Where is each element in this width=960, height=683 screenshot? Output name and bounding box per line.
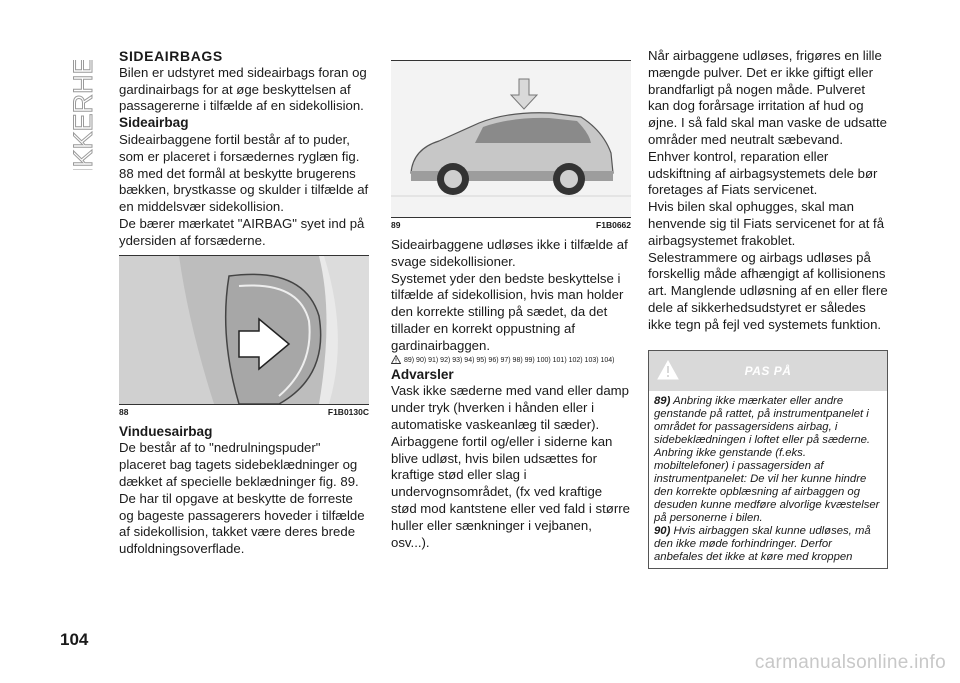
figure-88-code: F1B0130C — [327, 406, 369, 417]
warning-notice-box — [648, 350, 888, 569]
warning-triangle-icon — [391, 355, 401, 364]
note-89-text: Anbring ikke mærkater eller andre genstande på rattet, på instrumentpanelet i området for passagersidens airbag, i sidebeklædningen i loftet eller på sæderne. Anbring ikke genstande (f.eks. mobiltelefoner) i passagersiden af instrumentpanelet: De vil her kunne hindre den korrekte opblæsning af airbaggen og desuden kunne medføre alvorlige kvæstelser på personerne i bilen. — [654, 394, 880, 524]
warning-reference-list: 89) 90) 91) 92) 93) 94) 95) 96) 97) 98) 99) 100) 101) 102) 103) 104) — [404, 356, 615, 364]
note-90-text: Hvis airbaggen skal kunne udløses, må den ikke møde forhindringer. Derfor anbefales det ikke at køre med kroppen — [654, 524, 871, 563]
figure-88-seat-illustration — [119, 255, 369, 405]
column-2 — [391, 48, 631, 551]
column-1 — [119, 48, 369, 558]
warning-references — [391, 355, 631, 367]
figure-88-caption — [119, 407, 369, 418]
sideairbag-paragraph: Sideairbaggene fortil består af to puder, som er placeret i forsædernes ryglæn fig. 88 med det formål at beskytte brugerens bækken, brystkasse og skulder i tilfælde af en middelsvær sidekollision. — [119, 131, 369, 215]
col3-paragraph-3: Hvis bilen skal ophugges, skal man henvende sig til Fiats servicenet for at få airbagsystemet frakoblet. — [648, 199, 885, 248]
section-title-text: SIKKERHED — [68, 60, 99, 170]
subheading-advarsler: Advarsler — [391, 366, 454, 382]
note-89-number: 89) — [654, 394, 671, 407]
col3-paragraph-1: Når airbaggene udløses, frigøres en lille mængde pulver. Det er ikke giftigt eller brandfarligt på nogen måde. Pulveret kan dog forårsage irritation af hud og øjne. I så fald skal man vaske de udsatte områder med neutralt sæbevand. — [648, 48, 887, 147]
notice-title: PAS PÅ — [744, 363, 792, 378]
col2-paragraph-1: Sideairbaggene udløses ikke i tilfælde af svage sidekollisioner. — [391, 237, 628, 269]
subheading-sideairbag: Sideairbag — [119, 115, 189, 131]
col3-paragraph-2: Enhver kontrol, reparation eller udskiftning af airbagsystemets dele bør foretages af Fiats servicenet. — [648, 148, 878, 198]
note-90-number: 90) — [654, 524, 671, 537]
column-3 — [648, 48, 888, 569]
notice-body — [649, 391, 887, 568]
figure-89-code: F1B0662 — [596, 220, 631, 230]
col2-paragraph-2: Systemet yder den bedste beskyttelse i tilfælde af sidekollision, hvis man holder den korrekte stilling på sædet, da det tillader en korrekt oppustning af gardinairbaggen. — [391, 270, 624, 353]
notice-header — [649, 351, 887, 391]
col2-paragraph-4: Airbaggene fortil og/eller i siderne kan blive udløst, hvis bilen udsættes for kraftige stød eller slag i undervognsområdet, (fx ved kraftige stød mod kantstene eller ved fald i større huller eller sænkninger i vejbanen, osv...). — [391, 433, 630, 550]
figure-89-car-illustration — [391, 60, 631, 218]
subheading-vinduesairbag: Vinduesairbag — [119, 423, 213, 439]
airbag-label-paragraph: De bærer mærkatet "AIRBAG" syet ind på ydersiden af forsæderne. — [119, 215, 365, 248]
heading-sideairbags: SIDEAIRBAGS — [119, 48, 223, 64]
vinduesairbag-paragraph-2: De har til opgave at beskytte de forreste og bageste passagerers hoveder i tilfælde af sidekollision, takket være deres brede udfoldningsoverflade. — [119, 490, 365, 557]
page-number: 104 — [60, 630, 89, 649]
note-89 — [654, 395, 882, 525]
figure-88-number: 88 — [119, 406, 129, 417]
col3-paragraph-4: Selestrammere og airbags udløses på forskellig måde afhængigt af kollisionens art. Manglende udløsning af en eller flere dele af sikkerhedsudstyret er således ikke tegn på fejl ved systemets funktion. — [648, 249, 888, 332]
figure-89-caption — [391, 220, 631, 231]
figure-89-number: 89 — [391, 220, 401, 230]
vinduesairbag-paragraph-1: De består af to "nedrulningspuder" placeret bag tagets sidebeklædninger og dækket af specielle beklædninger fig. 89. — [119, 440, 359, 489]
intro-paragraph: Bilen er udstyret med sideairbags foran og gardinairbags for at øge beskyttelsen af passagererne i tilfælde af en sidekollision. — [119, 64, 367, 114]
col2-paragraph-3: Vask ikke sæderne med vand eller damp under tryk (hverken i hånden eller i automatiske vaskeanlæg til sæder). — [391, 383, 629, 432]
footer-watermark: carmanualsonline.info — [754, 652, 946, 673]
note-90 — [654, 525, 882, 564]
section-title — [60, 60, 110, 170]
